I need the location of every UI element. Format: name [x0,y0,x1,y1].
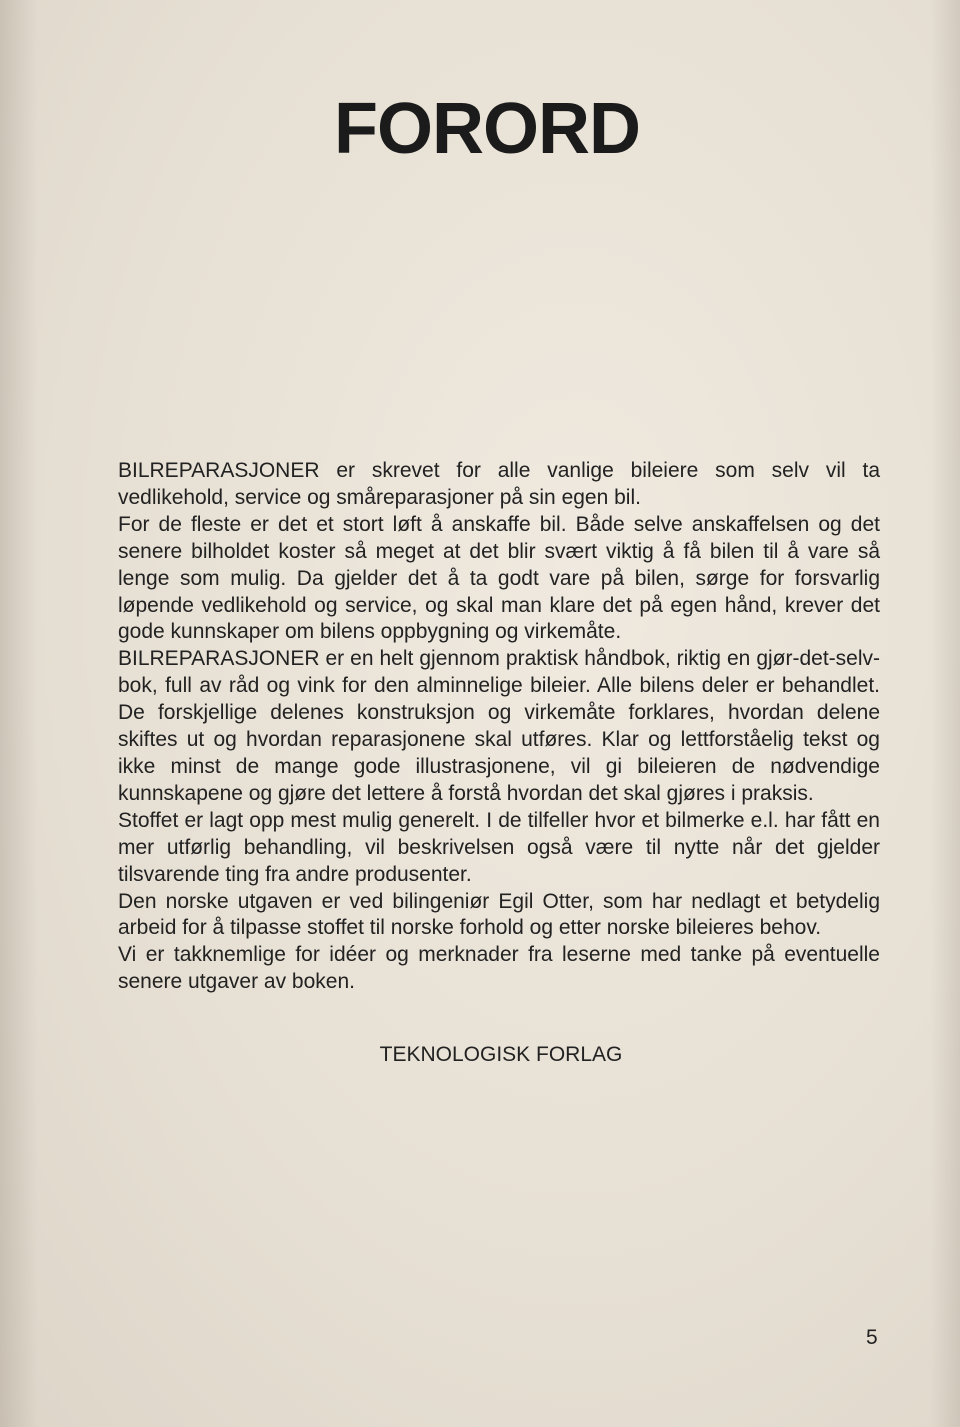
page-title: FORORD [334,89,640,169]
paragraph: BILREPARASJONER er en helt gjennom praktisk håndbok, riktig en gjør-det-selv-bok, full av råd og vink for den alminnelige bileier. Alle bilens deler er behandlet. De forskjellige delenes konstruksjon og virkemåte forklares, hvordan delene skiftes ut og hvordan reparasjonene skal utføres. Klar og lettforståelig tekst og ikke minst de mange gode illustrasjonene, vil gi bileieren de nødvendige kunnskapene og gjøre det lettere å forstå hvordan det skal gjøres i praksis. [118,647,880,805]
paragraph: Stoffet er lagt opp mest mulig generelt. I de tilfeller hvor et bilmerke e.l. har fått en mer utførlig behandling, vil beskrivelsen også være til nytte når det gjelder tilsvarende ting fra andre produsenter. [118,808,880,886]
paragraph: Den norske utgaven er ved bilingeniør Egil Otter, som har nedlagt et betydelig arbeid for å tilpasse stoffet til norske forhold og etter norske bileieres behov. [118,889,880,940]
paragraph: For de fleste er det et stort løft å anskaffe bil. Både selve anskaffelsen og det senere bilholdet koster så meget at det blir svært viktig å få bilen til å vare så lenge som mulig. Da gjelder det å ta godt vare på bilen, sørge for forsvarlig løpende vedlikehold og service, og skal man klare det på egen hånd, krever det gode kunnskaper om bilens oppbygning og virkemåte. [118,512,880,644]
page-number: 5 [866,1326,878,1349]
foreword-body [118,458,880,996]
paragraph: Vi er takknemlige for idéer og merknader fra leserne med tanke på eventuelle senere utgaver av boken. [118,943,880,994]
publisher-signature: TEKNOLOGISK FORLAG [379,1043,623,1066]
paragraph: BILREPARASJONER er skrevet for alle vanlige bileiere som selv vil ta vedlikehold, service og småreparasjoner på sin egen bil. [118,459,880,509]
